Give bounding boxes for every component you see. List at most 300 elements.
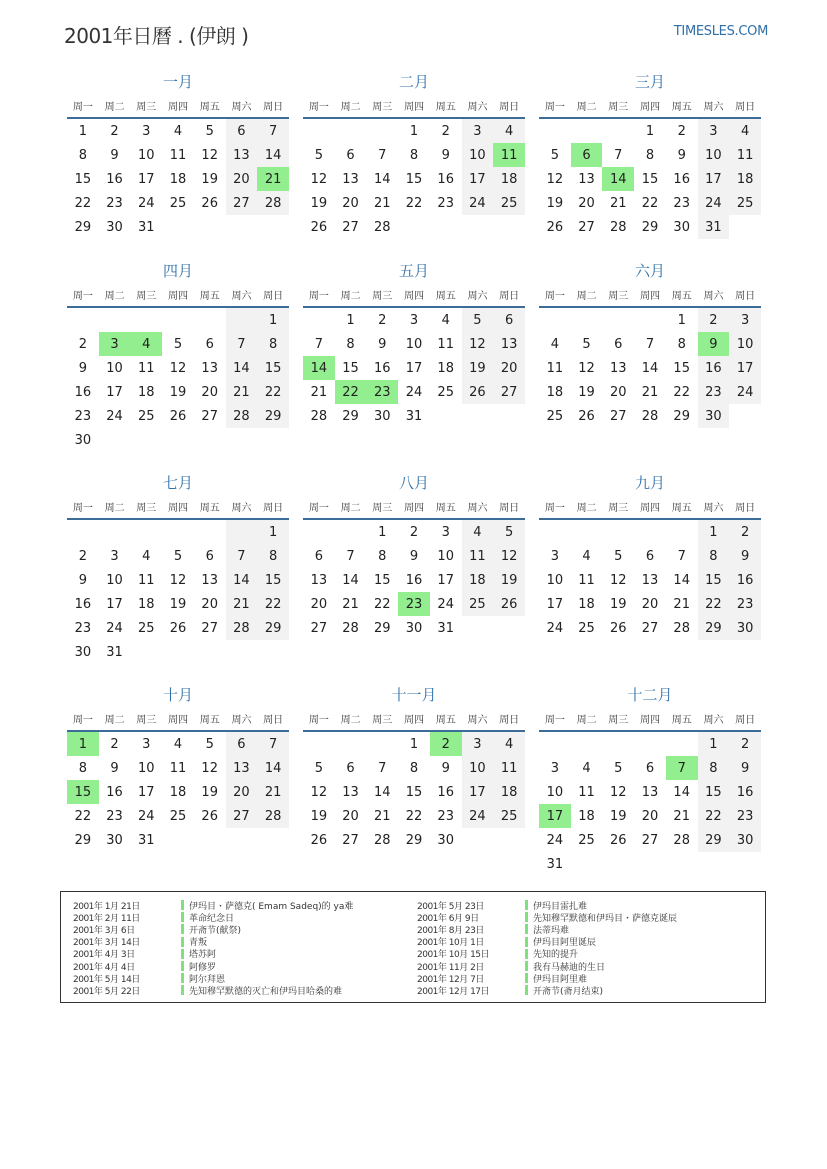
day-cell: 12 <box>610 572 627 588</box>
day-cell: 13 <box>641 572 659 588</box>
day-cell: 18 <box>437 360 454 376</box>
day-cell: 13 <box>610 360 627 376</box>
day-cell: 30 <box>729 828 761 852</box>
day-cell: 20 <box>610 384 627 400</box>
day-cell: 17 <box>138 784 155 800</box>
empty-cell <box>634 308 666 332</box>
weekday-label: 周日 <box>499 101 520 113</box>
day-cell: 25 <box>138 408 155 424</box>
day-cell: 7 <box>645 336 655 352</box>
day-cell: 4 <box>142 548 151 564</box>
day-cell: 30 <box>673 219 690 235</box>
day-cell: 9 <box>729 756 761 780</box>
day-cell: 22 <box>698 592 730 616</box>
day-cell: 21 <box>257 780 289 804</box>
day-cell: 6 <box>346 760 355 776</box>
weekday-label: 周三 <box>372 502 393 514</box>
weekday-label: 周四 <box>168 290 189 302</box>
day-cell: 18 <box>578 596 595 612</box>
day-grid <box>67 308 289 452</box>
day-cell: 12 <box>610 784 627 800</box>
day-cell: 29 <box>405 832 423 848</box>
legend-color-marker <box>525 961 528 971</box>
weekday-label: 周四 <box>640 714 661 726</box>
day-cell: 7 <box>226 332 258 356</box>
legend-color-marker <box>181 900 184 910</box>
month-name: 五月 <box>398 262 429 280</box>
day-cell: 3 <box>550 548 559 564</box>
weekday-label: 周四 <box>404 290 425 302</box>
day-cell: 18 <box>578 808 595 824</box>
weekday-header <box>303 95 525 115</box>
day-cell: 26 <box>493 592 525 616</box>
day-cell: 2 <box>110 736 119 752</box>
month-name: 六月 <box>634 262 665 280</box>
day-cell: 9 <box>78 572 87 588</box>
empty-cell <box>130 520 162 544</box>
day-cell: 7 <box>677 548 686 564</box>
legend-date: 2001年 5月 23日 <box>417 901 484 912</box>
day-cell: 30 <box>405 620 423 636</box>
empty-cell <box>335 119 367 143</box>
day-cell: 21 <box>226 592 258 616</box>
weekday-label: 周四 <box>404 101 425 113</box>
day-cell: 28 <box>374 219 391 235</box>
legend-date: 2001年 12月 7日 <box>417 974 484 985</box>
day-cell: 10 <box>698 143 730 167</box>
weekday-label: 周二 <box>576 714 597 726</box>
day-cell: 14 <box>673 784 690 800</box>
empty-cell <box>162 520 194 544</box>
legend-date: 2001年 6月 9日 <box>417 913 479 924</box>
day-cell: 8 <box>409 147 419 163</box>
legend-row <box>417 923 677 935</box>
legend-holiday-name: 法蒂玛难 <box>533 925 570 936</box>
day-cell: 7 <box>226 544 258 568</box>
day-cell: 29 <box>641 219 659 235</box>
empty-cell <box>602 732 634 756</box>
day-cell: 26 <box>578 408 595 424</box>
day-cell: 24 <box>138 808 155 824</box>
day-cell: 4 <box>173 736 183 752</box>
weekday-label: 周一 <box>72 502 93 514</box>
empty-cell <box>666 520 698 544</box>
day-cell: 26 <box>310 219 328 235</box>
weekday-label: 周六 <box>467 101 488 113</box>
day-cell: 27 <box>310 620 328 636</box>
day-cell: 8 <box>409 760 419 776</box>
weekday-label: 周五 <box>435 714 456 726</box>
day-cell: 20 <box>201 384 218 400</box>
brand-link[interactable]: TIMESLES.COM <box>673 24 768 39</box>
holiday-day-cell: 17 <box>539 804 571 828</box>
legend-date: 2001年 1月 21日 <box>73 901 140 912</box>
month-name: 十二月 <box>627 686 673 704</box>
weekday-label: 周五 <box>435 290 456 302</box>
empty-cell <box>571 119 603 143</box>
day-cell: 8 <box>78 147 87 163</box>
day-cell: 5 <box>550 147 559 163</box>
day-cell: 10 <box>437 548 454 564</box>
day-cell: 5 <box>614 760 623 776</box>
empty-cell <box>571 308 603 332</box>
weekday-label: 周五 <box>435 502 456 514</box>
day-cell: 9 <box>110 147 119 163</box>
day-cell: 4 <box>441 312 450 328</box>
day-cell: 31 <box>405 408 423 424</box>
legend-date: 2001年 5月 22日 <box>73 986 140 997</box>
day-cell: 31 <box>138 219 155 235</box>
legend-holiday-name: 我有马赫迪的生日 <box>533 962 606 973</box>
day-cell: 13 <box>342 171 359 187</box>
day-cell: 27 <box>493 380 525 404</box>
day-cell: 30 <box>698 404 730 428</box>
day-cell: 19 <box>546 195 564 211</box>
day-cell: 13 <box>226 756 258 780</box>
day-cell: 20 <box>493 356 525 380</box>
day-grid <box>67 119 289 239</box>
day-cell: 10 <box>462 756 494 780</box>
holiday-legend <box>60 891 766 1003</box>
weekday-label: 周六 <box>703 502 724 514</box>
weekday-label: 周日 <box>263 502 284 514</box>
day-cell: 3 <box>462 732 494 756</box>
empty-cell <box>99 520 131 544</box>
day-cell: 19 <box>610 596 627 612</box>
day-cell: 29 <box>698 616 730 640</box>
day-cell: 28 <box>226 404 258 428</box>
day-cell: 24 <box>546 832 564 848</box>
weekday-label: 周六 <box>467 502 488 514</box>
legend-date: 2001年 11月 2日 <box>417 962 484 973</box>
day-cell: 19 <box>310 808 328 824</box>
day-cell: 16 <box>74 384 92 400</box>
day-cell: 16 <box>106 784 123 800</box>
weekday-label: 周二 <box>576 101 597 113</box>
day-cell: 30 <box>74 644 92 660</box>
day-cell: 6 <box>645 548 655 564</box>
day-cell: 20 <box>342 195 359 211</box>
day-cell: 10 <box>546 572 564 588</box>
empty-cell <box>539 119 571 143</box>
page-title: 2001年日曆 . (伊朗 ) <box>64 24 249 48</box>
legend-row <box>73 923 353 935</box>
legend-color-marker <box>525 924 528 934</box>
weekday-label: 周二 <box>340 101 361 113</box>
day-cell: 15 <box>673 360 690 376</box>
day-grid <box>303 308 525 428</box>
day-grid <box>539 308 761 428</box>
day-cell: 29 <box>257 404 289 428</box>
day-cell: 11 <box>138 572 155 588</box>
weekday-label: 周日 <box>499 502 520 514</box>
weekday-label: 周二 <box>104 101 125 113</box>
day-cell: 15 <box>257 356 289 380</box>
empty-cell <box>634 520 666 544</box>
day-cell: 20 <box>201 596 218 612</box>
day-cell: 5 <box>614 548 623 564</box>
day-cell: 9 <box>441 760 450 776</box>
month-block <box>67 473 289 664</box>
day-cell: 26 <box>201 195 218 211</box>
weekday-label: 周一 <box>308 714 329 726</box>
holiday-day-cell: 4 <box>130 332 162 356</box>
empty-cell <box>162 308 194 332</box>
day-cell: 11 <box>578 784 595 800</box>
weekday-header <box>303 284 525 304</box>
day-cell: 11 <box>169 147 187 163</box>
weekday-label: 周日 <box>263 101 284 113</box>
legend-row <box>73 936 353 948</box>
day-cell: 21 <box>641 384 659 400</box>
day-cell: 9 <box>441 147 450 163</box>
day-cell: 25 <box>169 195 187 211</box>
day-cell: 13 <box>342 784 359 800</box>
weekday-label: 周日 <box>735 290 756 302</box>
weekday-label: 周四 <box>404 714 425 726</box>
day-cell: 26 <box>462 380 494 404</box>
weekday-label: 周三 <box>136 714 157 726</box>
weekday-label: 周二 <box>340 714 361 726</box>
day-cell: 28 <box>374 832 391 848</box>
legend-date: 2001年 10月 15日 <box>417 950 490 961</box>
day-grid <box>539 520 761 640</box>
month-name: 三月 <box>634 73 665 91</box>
weekday-label: 周二 <box>104 714 125 726</box>
day-cell: 5 <box>173 548 183 564</box>
day-cell: 12 <box>546 171 564 187</box>
weekday-label: 周四 <box>640 101 661 113</box>
weekday-label: 周五 <box>199 714 220 726</box>
holiday-day-cell: 7 <box>666 756 698 780</box>
day-cell: 12 <box>462 332 494 356</box>
day-cell: 7 <box>257 732 289 756</box>
weekday-label: 周二 <box>340 502 361 514</box>
day-cell: 8 <box>698 544 730 568</box>
empty-cell <box>194 520 226 544</box>
day-cell: 16 <box>405 572 423 588</box>
day-grid <box>539 732 761 876</box>
empty-cell <box>571 732 603 756</box>
day-cell: 10 <box>546 784 564 800</box>
day-cell: 9 <box>78 360 87 376</box>
day-cell: 30 <box>729 616 761 640</box>
day-cell: 29 <box>257 616 289 640</box>
day-cell: 8 <box>698 756 730 780</box>
weekday-label: 周六 <box>703 714 724 726</box>
day-cell: 19 <box>201 784 218 800</box>
month-name: 十一月 <box>391 686 437 704</box>
day-cell: 20 <box>641 808 659 824</box>
day-cell: 16 <box>729 568 761 592</box>
month-block <box>67 685 289 852</box>
legend-color-marker <box>525 900 528 910</box>
empty-cell <box>571 520 603 544</box>
day-cell: 21 <box>673 596 690 612</box>
holiday-day-cell: 23 <box>398 592 430 616</box>
weekday-header <box>67 708 289 728</box>
weekday-label: 周五 <box>435 101 456 113</box>
day-cell: 2 <box>677 123 686 139</box>
day-cell: 24 <box>106 620 123 636</box>
day-cell: 15 <box>342 360 359 376</box>
holiday-day-cell: 6 <box>571 143 603 167</box>
weekday-label: 周日 <box>499 290 520 302</box>
weekday-label: 周六 <box>703 101 724 113</box>
day-cell: 11 <box>729 143 761 167</box>
day-cell: 22 <box>257 592 289 616</box>
day-cell: 21 <box>374 808 391 824</box>
day-cell: 2 <box>729 520 761 544</box>
legend-row <box>73 948 353 960</box>
day-cell: 3 <box>462 119 494 143</box>
day-cell: 27 <box>201 620 218 636</box>
day-cell: 3 <box>441 524 450 540</box>
day-cell: 4 <box>582 760 591 776</box>
day-cell: 13 <box>493 332 525 356</box>
day-cell: 28 <box>610 219 627 235</box>
day-cell: 15 <box>74 171 92 187</box>
day-cell: 4 <box>173 123 183 139</box>
day-cell: 12 <box>310 171 328 187</box>
day-cell: 11 <box>169 760 187 776</box>
weekday-label: 周五 <box>199 290 220 302</box>
day-cell: 22 <box>74 808 92 824</box>
day-cell: 30 <box>74 432 92 448</box>
weekday-label: 周五 <box>671 101 692 113</box>
weekday-header <box>539 284 761 304</box>
day-cell: 8 <box>257 332 289 356</box>
day-cell: 6 <box>314 548 323 564</box>
holiday-day-cell: 11 <box>493 143 525 167</box>
legend-holiday-name: 阿修罗 <box>189 962 217 973</box>
day-cell: 3 <box>550 760 559 776</box>
weekday-label: 周日 <box>735 714 756 726</box>
legend-holiday-name: 塔苏阿 <box>189 950 217 961</box>
day-cell: 21 <box>342 596 359 612</box>
day-cell: 25 <box>578 832 595 848</box>
day-cell: 6 <box>205 336 214 352</box>
day-cell: 22 <box>405 195 423 211</box>
empty-cell <box>303 119 335 143</box>
day-cell: 2 <box>441 123 450 139</box>
day-cell: 5 <box>582 336 591 352</box>
weekday-label: 周一 <box>544 714 565 726</box>
weekday-label: 周三 <box>136 502 157 514</box>
day-cell: 1 <box>409 736 419 752</box>
legend-color-marker <box>525 973 528 983</box>
day-grid <box>303 520 525 640</box>
legend-holiday-name: 伊玛目阿里诞辰 <box>533 938 597 949</box>
legend-date: 2001年 5月 14日 <box>73 974 140 985</box>
day-cell: 12 <box>169 360 187 376</box>
day-cell: 25 <box>493 804 525 828</box>
legend-holiday-name: 开斋节(斋月结束) <box>533 986 604 997</box>
weekday-label: 周六 <box>231 101 252 113</box>
weekday-label: 周日 <box>263 714 284 726</box>
day-cell: 21 <box>673 808 690 824</box>
month-block <box>539 473 761 640</box>
empty-cell <box>366 732 398 756</box>
month-name: 二月 <box>398 73 429 91</box>
day-cell: 21 <box>610 195 627 211</box>
day-cell: 5 <box>205 123 214 139</box>
month-name: 八月 <box>398 474 429 492</box>
day-cell: 23 <box>74 408 92 424</box>
day-cell: 7 <box>346 548 355 564</box>
legend-color-marker <box>181 985 184 995</box>
legend-holiday-name: 阿尔拜恩 <box>189 974 226 985</box>
day-cell: 4 <box>493 119 525 143</box>
day-cell: 17 <box>106 596 123 612</box>
holiday-day-cell: 14 <box>602 167 634 191</box>
weekday-header <box>67 496 289 516</box>
day-cell: 19 <box>610 808 627 824</box>
day-cell: 25 <box>138 620 155 636</box>
day-grid <box>539 119 761 239</box>
legend-column-right <box>417 899 677 997</box>
day-cell: 2 <box>729 732 761 756</box>
day-cell: 27 <box>641 832 659 848</box>
day-cell: 29 <box>342 408 359 424</box>
month-block <box>539 685 761 876</box>
weekday-label: 周三 <box>372 714 393 726</box>
legend-holiday-name: 开斋节(献祭) <box>189 925 242 936</box>
day-cell: 4 <box>729 119 761 143</box>
holiday-day-cell: 9 <box>698 332 730 356</box>
day-cell: 22 <box>673 384 690 400</box>
legend-date: 2001年 4月 4日 <box>73 962 135 973</box>
weekday-label: 周五 <box>199 101 220 113</box>
day-cell: 9 <box>677 147 686 163</box>
day-cell: 28 <box>310 408 328 424</box>
day-cell: 16 <box>698 356 730 380</box>
day-cell: 23 <box>729 592 761 616</box>
day-cell: 23 <box>673 195 690 211</box>
weekday-label: 周一 <box>72 101 93 113</box>
day-cell: 28 <box>226 616 258 640</box>
day-cell: 10 <box>729 332 761 356</box>
legend-row <box>73 972 353 984</box>
holiday-day-cell: 23 <box>366 380 398 404</box>
day-cell: 12 <box>310 784 328 800</box>
day-cell: 23 <box>729 804 761 828</box>
day-cell: 27 <box>226 804 258 828</box>
day-cell: 10 <box>106 360 123 376</box>
day-cell: 16 <box>106 171 123 187</box>
day-cell: 5 <box>493 520 525 544</box>
legend-color-marker <box>181 937 184 947</box>
weekday-label: 周一 <box>544 502 565 514</box>
day-cell: 14 <box>257 756 289 780</box>
weekday-label: 周三 <box>372 101 393 113</box>
day-cell: 15 <box>374 572 391 588</box>
day-cell: 13 <box>226 143 258 167</box>
empty-cell <box>539 308 571 332</box>
legend-color-marker <box>525 937 528 947</box>
day-cell: 17 <box>405 360 423 376</box>
day-cell: 19 <box>169 596 187 612</box>
month-name: 四月 <box>162 262 193 280</box>
weekday-header <box>67 284 289 304</box>
legend-date: 2001年 12月 17日 <box>417 986 490 997</box>
day-cell: 18 <box>169 784 187 800</box>
day-cell: 31 <box>698 215 730 239</box>
day-cell: 9 <box>110 760 119 776</box>
day-cell: 1 <box>698 520 730 544</box>
day-cell: 27 <box>342 832 359 848</box>
weekday-label: 周一 <box>544 101 565 113</box>
